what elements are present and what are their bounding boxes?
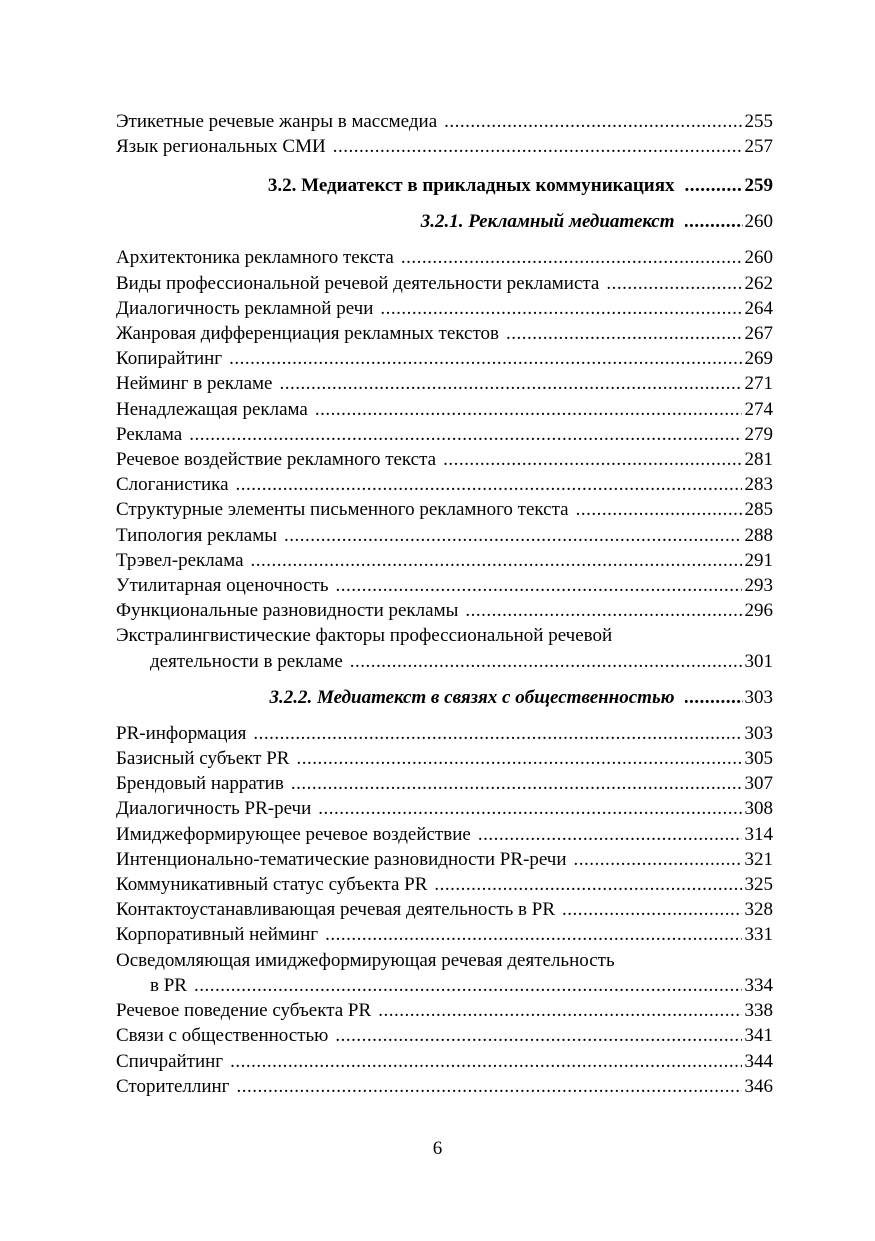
toc-entry-page: 291 <box>744 549 773 571</box>
toc-entry[interactable] <box>116 397 773 422</box>
toc-entry-title: Слоганистика <box>116 474 229 496</box>
toc-group-3-2-2b <box>116 998 773 1099</box>
toc-entry-title: Имиджеформирующее речевое воздействие <box>116 823 471 845</box>
toc-entry-title: Жанровая дифференциация рекламных текстов <box>116 323 500 345</box>
dot-leader <box>685 685 743 710</box>
toc-entry-title: Брендовый нарратив <box>116 773 284 795</box>
toc-entry[interactable] <box>116 371 773 396</box>
toc-entry-title: деятельности в рекламе <box>150 650 343 672</box>
toc-entry-title: Диалогичность рекламной речи <box>116 297 374 319</box>
dot-leader <box>315 397 742 422</box>
dot-leader <box>229 346 741 371</box>
toc-entry[interactable] <box>116 109 773 134</box>
toc-entry-title: Контактоустанавливающая речевая деятельность в PR <box>116 899 556 921</box>
toc-entry[interactable] <box>116 1049 773 1074</box>
toc-entry-page: 321 <box>744 848 773 870</box>
dot-leader <box>284 523 741 548</box>
page-number: 6 <box>432 1138 443 1159</box>
toc-entry-title: Речевое воздействие рекламного текста <box>116 449 437 471</box>
dot-leader <box>465 598 741 623</box>
toc-entry-page: 281 <box>744 449 773 471</box>
toc-entry[interactable] <box>116 321 773 346</box>
toc-entry[interactable] <box>116 771 773 796</box>
toc-entry-page: 296 <box>744 600 773 622</box>
toc-entry-page: 301 <box>744 650 773 672</box>
toc-entry-page: 334 <box>744 974 773 996</box>
toc-entry-title: Связи с общественностью <box>116 1025 329 1047</box>
dot-leader <box>189 422 741 447</box>
section-heading-page: 259 <box>744 175 773 197</box>
toc-entry[interactable] <box>116 548 773 573</box>
toc-entry-page: 325 <box>744 874 773 896</box>
toc-entry-title: Утилитарная оценочность <box>116 575 329 597</box>
toc-entry-title: Интенционально-тематические разновидности PR-речи <box>116 848 567 870</box>
subsection-heading-3-2-2[interactable] <box>116 685 773 710</box>
toc-entry-title: Нейминг в рекламе <box>116 373 273 395</box>
toc-entry-page: 264 <box>744 297 773 319</box>
toc-entry-page: 257 <box>744 136 773 158</box>
toc-entry-page: 307 <box>744 773 773 795</box>
dot-leader <box>251 548 742 573</box>
toc-entry[interactable] <box>116 245 773 270</box>
toc-group-top <box>116 109 773 159</box>
dot-leader <box>576 497 742 522</box>
section-heading-3-2[interactable] <box>116 173 773 198</box>
toc-entry[interactable] <box>116 721 773 746</box>
dot-leader <box>253 721 741 746</box>
dot-leader <box>685 173 743 198</box>
dot-leader <box>333 134 742 159</box>
toc-entry-page: 288 <box>744 524 773 546</box>
toc-entry[interactable] <box>116 1023 773 1048</box>
toc-entry-title: Речевое поведение субъекта PR <box>116 1000 372 1022</box>
toc-entry-title: Реклама <box>116 423 183 445</box>
toc-entry-title: PR-информация <box>116 722 247 744</box>
toc-entry-page: 341 <box>744 1025 773 1047</box>
dot-leader <box>685 209 743 234</box>
toc-entry[interactable] <box>116 472 773 497</box>
toc-entry[interactable] <box>116 872 773 897</box>
toc-group-3-2-1 <box>116 245 773 623</box>
toc-entry-page: 346 <box>744 1075 773 1097</box>
toc-entry-title: Сторителлинг <box>116 1075 230 1097</box>
toc-entry-title: Язык региональных СМИ <box>116 136 326 158</box>
toc-entry-title: Виды профессиональной речевой деятельности рекламиста <box>116 272 600 294</box>
dot-leader <box>236 472 742 497</box>
subsection-heading-3-2-1[interactable] <box>116 209 773 234</box>
toc-entry-page: 283 <box>744 474 773 496</box>
toc-group-3-2-2a <box>116 721 773 948</box>
dot-leader <box>325 922 741 947</box>
toc-entry-title: Функциональные разновидности рекламы <box>116 600 459 622</box>
dot-leader <box>444 109 741 134</box>
toc-entry-title: в PR <box>150 974 187 996</box>
toc-entry-title: Спичрайтинг <box>116 1050 224 1072</box>
dot-leader <box>562 897 741 922</box>
toc-entry-page: 279 <box>744 423 773 445</box>
dot-leader <box>606 271 741 296</box>
toc-entry[interactable] <box>116 573 773 598</box>
dot-leader <box>506 321 741 346</box>
toc-entry[interactable] <box>116 746 773 771</box>
toc-entry-multiline-line1[interactable]: Осведомляющая имиджеформирующая речевая деятельность <box>116 949 615 971</box>
toc-entry[interactable] <box>116 523 773 548</box>
dot-leader <box>380 296 741 321</box>
toc-entry[interactable] <box>116 346 773 371</box>
toc-entry[interactable] <box>116 998 773 1023</box>
toc-entry-page: 260 <box>744 247 773 269</box>
toc-entry-page: 269 <box>744 348 773 370</box>
toc-entry[interactable] <box>116 271 773 296</box>
toc-entry-page: 308 <box>744 798 773 820</box>
dot-leader <box>279 371 741 396</box>
toc-entry-title: Ненадлежащая реклама <box>116 398 308 420</box>
dot-leader <box>336 573 742 598</box>
toc-entry-page: 255 <box>744 111 773 132</box>
toc-entry-page: 271 <box>744 373 773 395</box>
toc-entry[interactable] <box>116 922 773 947</box>
subsection-heading-page: 260 <box>744 211 773 233</box>
toc-entry[interactable] <box>116 497 773 522</box>
dot-leader <box>335 1023 741 1048</box>
toc-entry-title: Структурные элементы письменного рекламного текста <box>116 499 569 521</box>
dot-leader <box>434 872 741 897</box>
toc-entry[interactable] <box>116 1074 773 1099</box>
toc-entry-page: 262 <box>744 272 773 294</box>
toc-entry[interactable] <box>116 847 773 872</box>
toc-entry[interactable] <box>116 822 773 847</box>
toc-entry-title: Коммуникативный статус субъекта PR <box>116 874 428 896</box>
toc-entry-page: 267 <box>744 323 773 345</box>
toc-entry-page: 293 <box>744 575 773 597</box>
toc-entry-title: Копирайтинг <box>116 348 223 370</box>
toc-entry-title: Корпоративный нейминг <box>116 924 319 946</box>
toc-entry-page: 344 <box>744 1050 773 1072</box>
dot-leader <box>401 245 742 270</box>
dot-leader <box>478 822 742 847</box>
toc-entry-title: Типология рекламы <box>116 524 278 546</box>
table-of-contents <box>116 109 773 1099</box>
subsection-heading-title: 3.2.1. Рекламный медиатекст <box>420 211 675 233</box>
dot-leader <box>318 796 741 821</box>
toc-entry[interactable] <box>116 422 773 447</box>
toc-entry-page: 274 <box>744 398 773 420</box>
toc-entry-multiline-line1[interactable]: Экстралингвистические факторы профессиональной речевой <box>116 625 613 647</box>
toc-entry[interactable] <box>116 598 773 623</box>
toc-entry[interactable] <box>116 796 773 821</box>
dot-leader <box>443 447 741 472</box>
toc-entry[interactable] <box>116 447 773 472</box>
toc-entry[interactable] <box>116 134 773 159</box>
toc-entry-title: Архитектоника рекламного текста <box>116 247 394 269</box>
subsection-heading-title: 3.2.2. Медиатекст в связях с общественностью <box>269 686 675 708</box>
toc-entry[interactable] <box>116 897 773 922</box>
toc-entry-page: 338 <box>744 1000 773 1022</box>
toc-entry-title: Базисный субъект PR <box>116 748 290 770</box>
toc-entry-page: 305 <box>744 748 773 770</box>
toc-entry-title: Этикетные речевые жанры в массмедиа <box>116 111 438 132</box>
toc-entry-title: Трэвел-реклама <box>116 549 244 571</box>
toc-entry-page: 303 <box>744 722 773 744</box>
toc-entry-multiline-line2[interactable] <box>116 649 773 674</box>
toc-entry-page: 328 <box>744 899 773 921</box>
subsection-heading-page: 303 <box>744 686 773 708</box>
section-heading-title: 3.2. Медиатекст в прикладных коммуникациях <box>267 175 675 197</box>
dot-leader <box>574 847 742 872</box>
dot-leader <box>230 1049 741 1074</box>
dot-leader <box>291 771 742 796</box>
toc-entry-page: 331 <box>744 924 773 946</box>
toc-entry[interactable] <box>116 296 773 321</box>
dot-leader <box>350 649 742 674</box>
toc-entry-page: 314 <box>744 823 773 845</box>
toc-entry-page: 285 <box>744 499 773 521</box>
toc-entry-multiline-line2[interactable] <box>116 973 773 998</box>
dot-leader <box>194 973 742 998</box>
dot-leader <box>378 998 741 1023</box>
dot-leader <box>236 1074 741 1099</box>
dot-leader <box>296 746 741 771</box>
toc-entry-title: Диалогичность PR-речи <box>116 798 312 820</box>
